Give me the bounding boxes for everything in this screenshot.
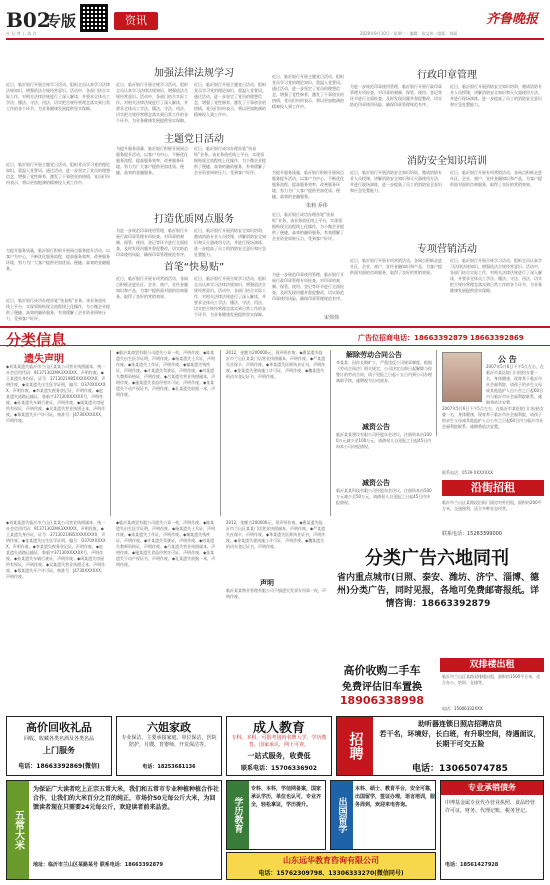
article-body: 近日，临沂银行开展主题党日活动，组织党员学习党的理论知识，重温入党誓词。通过活动，进一步坚定了党员的理想信念，增强了党性修养，激发了干事创业的热情，党员们纷纷表示，将以更加饱满的精神投入到工作中。 (194, 82, 266, 117)
hiring-label: 招聘 (337, 717, 373, 775)
adult-edu-sub: 一站式服务，收费低 (247, 752, 311, 760)
classified-header (0, 326, 550, 349)
classified-hotline: 广告位招商电话：18663392879 18663392869 (358, 334, 524, 342)
section-tag: 资讯 (114, 12, 158, 30)
notice-body: 临沂某某物业管理有限公司不慎遗失发票专用章一枚，声明作废。 (226, 588, 326, 599)
article-body: 近日，临沂银行开展消防安全知识培训，邀请消防专业人员授课，讲解消防安全知识和灭火器使用方法，并进行现场演练，进一步提高了员工的消防安全意识和应急处置能力。 (450, 84, 542, 107)
recycle-body: 回收、收藏各类名酒及各类名品 (23, 736, 94, 742)
article-body: 近日，临沂银行开展消防安全知识培训，邀请消防专业人员授课，讲解消防安全知识和灭火器使用方法，并进行现场演练，进一步提高了员工的消防安全意识和应急处置能力。 (350, 170, 442, 193)
housekeeping-body: 专业保洁、主要承接家庭、单位保洁，医院陪护，月嫂、育婴师、开荒保洁等。 (121, 735, 217, 748)
article-body: 为提升服务质量，临沂银行积极开展网点服务提升活动，以客户为中心，不断优化服务流程，提高服务效率，改善服务环境，努力为广大客户提供更加优质、便捷、高效的金融服务。 (272, 170, 344, 199)
article-body: 近日，临沂银行开展消防安全知识培训，邀请消防专业人员授课，讲解消防安全知识和灭火器使用方法，并进行现场演练，进一步提高了员工的消防安全意识和应急处置能力。 (194, 228, 266, 257)
adult-edu-title: 成人教育 (252, 721, 305, 736)
academic-edu-label: 学历教育 (227, 781, 249, 849)
lost-notice-body: ◆刘某某遗失临沂市兰山区某某公司营业执照副本，统一社会信用代码：91371302MA3XXXXX，声明作废。◆王某遗失身份证，证号：3713021985XXXXXXXX，声明作废。◆张某遗失出生医学证明，编号：O370XXXXXX，声明作废。◆李某遗失税务登记证，声明作废。◆赵某遗失道路运输证，鲁临字37130XXXXXX号，声明作废。◆孙某遗失车辆行驶证，声明作废。◆周某遗失房屋所有权证，声明作废。◆吴某遗失营业执照正本，声明作废。◆郑某遗失开户许可证，核准号：J4730XXXXXX，声明作废。 (6, 364, 106, 423)
rice-ad (6, 780, 222, 880)
notice-contact: 联系电话：0539-XXXXXXX (442, 470, 493, 475)
rice-address: 地址：临沂市兰山区某路某号 联系电话：18663392879 (33, 862, 164, 868)
masthead (0, 0, 550, 40)
school-banner (226, 852, 436, 880)
notice-body: 临沂某某科技有限公司经股东会决议，注册资本由500万元减少至50万元，请债权人自见报之日起45日内申报债权。 (336, 488, 432, 505)
recycle-sub: 上门服务 (43, 746, 75, 755)
hiring-body: 若干名，环境好，长白班，有升职空间，待遇面议，长期干可交五险 (379, 730, 541, 748)
classified-title: 分类信息 (6, 331, 67, 349)
adult-edu-ad (226, 716, 332, 776)
article-title: 首笔“快易贴” (163, 262, 225, 273)
study-abroad-label: 出国留学 (331, 781, 353, 849)
classified-column: ◆刘某某遗失临沂市兰山区某某公司营业执照副本，统一社会信用代码：91371302MA3XXXXX，声明作废。◆王某遗失身份证，证号：3713021985XXXXXXXX，声明作废。◆张某遗失出生医学证明，编号：O370XXXXXX，声明作废。◆李某遗失税务登记证，声明作废。◆赵某遗失道路运输证，鲁临字37130XXXXXX号，声明作废。◆孙某遗失车辆行驶证，声明作废。◆周某遗失房屋所有权证，声明作废。◆吴某遗失营业执照正本，声明作废。◆郑某遗失开户许可证，核准号：J4730XXXXXX，声明作废。 (6, 520, 106, 579)
article-title: 行政印章管理 (417, 70, 477, 81)
hiring-phone: 电话：13065074785 (412, 764, 508, 774)
notice-body: 临沂某某建设有限公司经股东会决议，注册资本由1000万元减少至100万元，请债权人自见报之日起45日内向本公司申报债权。 (336, 432, 432, 449)
twin-building-title: 双排楼出租 (440, 658, 544, 672)
classified-column: ◆临沂某商贸有限公司遗失公章一枚，声明作废。◆陈某遗失出生医学证明，声明作废。◆杨某遗失士兵证，声明作废。◆朱某遗失工作证，声明作废。◆秦某遗失残疾证，声明作废。◆许某遗失驾驶证，声明作废。◆何某遗失教师资格证，声明作废。◆吕某遗失营业执照副本，声明作废。◆施某遗失食品经营许可证，声明作废。◆张某遗失不动产权证书，声明作废。◆孔某遗失收据一本，声明作废。 (116, 350, 216, 397)
classified-column: 2012，金额为200000元，现声明作废。◆曹某遗失临沂市兰山区某某门店营业执照副本，声明作废。◆严某遗失社保卡，声明作废。◆华某遗失医师执业证书，声明作废。◆金某遗失建筑施工许可证，声明作废。◆魏某遗失机动车登记证书，声明作废。 (226, 520, 326, 549)
license-title: 专业承销债务 (441, 781, 543, 795)
article-body: 近日，临沂银行开展专项营销活动，各网点积极走进社区、企业、商户，宣传金融知识和产品，为客户提供面对面的咨询服务，取得了良好的营销效果。 (450, 170, 542, 187)
article-body: 近日，临沂银行成功办理首笔“快易贴”业务。该业务依托线上平台，实现票据贴现全流程线上化操作，为小微企业提供了便捷、高效的融资服务，有效缓解了企业资金周转压力，受到客户好评。 (194, 146, 266, 175)
study-abroad-ad (330, 780, 436, 850)
six-city-ad (330, 542, 544, 652)
used-car-sub: 免费评估旧车置换 (342, 682, 422, 693)
used-car-phone: 18906338998 (339, 694, 425, 707)
six-city-ad-title: 分类广告六地同刊 (365, 548, 509, 569)
license-ad (440, 780, 544, 880)
article-body: 为进一步规范印章使用管理，临沂银行开展行政印章管理专项检查，对印章的刻制、保管、使用、登记等环节进行全面检查，及时发现问题并督促整改，切实防范印章使用风险，确保印章管理规范有序。 (350, 84, 442, 107)
article-body: 为提升服务质量，临沂银行积极开展网点服务提升活动，以客户为中心，不断优化服务流程，提高服务效率，改善服务环境，努力为广大客户提供更加优质、便捷、高效的金融服务。 (116, 146, 188, 175)
qr-code-icon (80, 4, 108, 32)
recruit-body: 临沂市兰山区某路段沿街门面房对外招租，面积约200平方米，交通便利，适合多种业态经营。 (442, 500, 542, 511)
classified-column: ◆临沂某商贸有限公司遗失公章一枚，声明作废。◆陈某遗失出生医学证明，声明作废。◆杨某遗失士兵证，声明作废。◆朱某遗失工作证，声明作废。◆秦某遗失残疾证，声明作废。◆许某遗失驾驶证，声明作废。◆何某遗失教师资格证，声明作废。◆吕某遗失营业执照副本，声明作废。◆施某遗失食品经营许可证，声明作废。◆张某遗失不动产权证书，声明作废。◆孔某遗失收据一本，声明作废。 (116, 520, 216, 567)
housekeeping-phone: 电话：18253681136 (142, 764, 196, 770)
used-car-title: 高价收购二手车 (343, 664, 421, 677)
academic-edu-ad (226, 780, 326, 850)
used-car-ad (330, 660, 434, 716)
article-body: 为提升服务质量，临沂银行积极开展网点服务提升活动，以客户为中心，不断优化服务流程，提高服务效率，改善服务环境，努力为广大客户提供更加优质、便捷、高效的金融服务。 (6, 248, 110, 271)
recruit-phone: 联系电话：15263399000 (442, 531, 502, 537)
article-author: 朱莉 乔伟 (306, 203, 328, 209)
rice-label: 五常大米 (7, 781, 29, 879)
article-title: 加强法律法规学习 (154, 68, 234, 79)
article-title: 主题党日活动 (164, 134, 224, 145)
six-city-ad-body: 省内重点城市(日照、泰安、潍坊、济宁、淄博、德州)分类广告，同时见报，各地可免费邮寄报纸。详情咨询：18663392879 (336, 573, 540, 609)
paper-logo: 齐鲁晚报 (486, 12, 539, 27)
article-body: 为进一步规范印章使用管理，临沂银行开展行政印章管理专项检查，对印章的刻制、保管、使用、登记等环节进行全面检查，及时发现问题并督促整改，切实防范印章使用风险，确保印章管理规范有序。 (116, 228, 188, 257)
recycle-title: 高价回收礼品 (26, 721, 92, 734)
foundling-photo (442, 352, 482, 402)
school-title: 山东远华教育咨询有限公司 (283, 856, 379, 865)
twin-building-ad (440, 658, 544, 716)
study-abroad-body: 本科、硕士、教育平台，安全可靠，出国留学，签证办理，语言培训，服务周到，欢迎来电咨询。 (355, 786, 436, 808)
license-phone: 电话：18561427928 (445, 862, 499, 868)
section-label: 专版 (46, 12, 77, 30)
article-body: 近日，临沂银行开展合规学习活动，组织全员认真学习法律法规知识，增强依法合规经营意识。活动中，各部门结合实际工作，对相关法律法规进行了深入解读，并要求全体员工学法、懂法、守法、用法，切实把合规经营理念落实到日常工作的各个环节，为业务健康发展提供坚实保障。 (6, 82, 110, 111)
lost-notice-title: 遗失声明 (24, 354, 64, 365)
article-body: 近日，临沂银行开展专项营销活动，各网点积极走进社区、企业、商户，宣传金融知识和产品，为客户提供面对面的咨询服务，取得了良好的营销效果。 (116, 276, 188, 299)
recruit-title: 沿街招租 (442, 480, 544, 496)
header-rule (6, 38, 544, 40)
article-title: 消防安全知识培训 (407, 156, 487, 167)
recycle-phone: 电话：18663392869(微信) (18, 763, 100, 770)
academic-edu-body: 专科、本科，学信网备案，国家承认学历，单位也认可，专业齐全，轻松拿证，学历提升。 (251, 786, 322, 808)
editor-line: 社 记 者 上 落 吉 (6, 31, 37, 36)
adult-edu-body: 专科、本科，可报考国内名牌大学，学历教育，国家承认，网上可查。 (231, 735, 327, 748)
public-notice-title: 公 告 (498, 355, 517, 364)
twin-building-body: 临沂市兰山区某路双排楼出租，面积约1500平方米，适合办公、培训、仓储等。 (442, 674, 541, 685)
article-body: 近日，临沂银行开展主题党日活动，组织党员学习党的理论知识，重温入党誓词。通过活动，进一步坚定了党员的理想信念，增强了党性修养，激发了干事创业的热情，党员们纷纷表示，将以更加饱满的精神投入到工作中。 (6, 162, 110, 185)
school-phone: 电话：15762309798、13306333270(微信同号) (258, 870, 404, 877)
article-body: 为进一步规范印章使用管理，临沂银行开展行政印章管理专项检查，对印章的刻制、保管、使用、登记等环节进行全面检查，及时发现问题并督促整改，切实防范印章使用风险，确保印章管理规范有序。 (272, 272, 344, 301)
article-body: 近日，临沂银行开展合规学习活动，组织全员认真学习法律法规知识，增强依法合规经营意识。活动中，各部门结合实际工作，对相关法律法规进行了深入解读，并要求全体员工学法、懂法、守法、用法，切实把合规经营理念落实到日常工作的各个环节，为业务健康发展提供坚实保障。 (116, 82, 188, 123)
news-area (6, 44, 544, 324)
hiring-title: 助听器连锁日照店招聘店员 (418, 720, 502, 728)
housekeeping-ad (116, 716, 222, 776)
recycle-ad (6, 716, 112, 776)
article-body: 近日，临沂银行开展合规学习活动，组织全员认真学习法律法规知识，增强依法合规经营意识。活动中，各部门结合实际工作，对相关法律法规进行了深入解读，并要求全体员工学法、懂法、守法、用法，切实把合规经营理念落实到日常工作的各个环节，为业务健康发展提供坚实保障。 (450, 258, 542, 293)
twin-building-phone: 电话：15006332XXX (442, 706, 483, 711)
notice-title: 减资公告 (362, 423, 390, 431)
notice-title: 声明 (260, 579, 274, 587)
article-body: 近日，临沂银行开展合规学习活动，组织全员认真学习法律法规知识，增强依法合规经营意识。活动中，各部门结合实际工作，对相关法律法规进行了深入解读，并要求全体员工学法、懂法、守法、用法，切实把合规经营理念落实到日常工作的各个环节，为业务健康发展提供坚实保障。 (194, 276, 266, 317)
article-body: 近日，临沂银行开展专项营销活动，各网点积极走进社区、企业、商户，宣传金融知识和产品，为客户提供面对面的咨询服务，取得了良好的营销效果。 (350, 258, 442, 275)
notice-body: 李某某：因你长期旷工，严重违反公司规章制度，根据《劳动合同法》相关规定，公司决定自即日起解除与你签订的劳动合同，请于见报之日起十五日内到公司办理离职手续，逾期视为自动放弃。 (336, 360, 432, 383)
rice-body: 为保证广大读者吃上正宗五常大米，我们和五常市专业种植种植合作社合作，让我们的大米百分之百的纯正，市场价50元每公斤大米，为回馈读者现在只需要24元每公斤，欢迎读者前来品尝。 (33, 786, 220, 811)
hiring-ad (336, 716, 544, 776)
notice-title: 减资公告 (362, 479, 390, 487)
notice-title: 解除劳动合同公告 (346, 351, 402, 359)
article-title: 专项营销活动 (417, 244, 477, 255)
license-body: 中博基金属专业代办营业执照、食品经营许可证，财务、代理记账，税务登记。 (445, 800, 536, 814)
public-notice-body: 2007年5月6日下午5点左右，在临沂市某医院门口捡拾女婴一名，身体健康，现寄养于临沂市社会福利院，请孩子的亲生父母或其他监护人自公告之日起60日内与临沂市社会福利院联系，逾期将依法安置。 (486, 364, 544, 404)
page-number: B02 (6, 8, 51, 32)
article-author: 宋伟伟 (324, 315, 340, 321)
adult-edu-phone: 联系电话：15706336902 (241, 765, 317, 772)
classified-column: 2012，金额为200000元，现声明作废。◆曹某遗失临沂市兰山区某某门店营业执照副本，声明作废。◆严某遗失社保卡，声明作废。◆华某遗失医师执业证书，声明作废。◆金某遗失建筑施工许可证，声明作废。◆魏某遗失机动车登记证书，声明作废。 (226, 350, 326, 379)
housekeeping-title: 六姐家政 (147, 721, 191, 734)
article-title: 打造优质网点服务 (154, 214, 234, 225)
article-body: 近日，临沂银行开展主题党日活动，组织党员学习党的理论知识，重温入党誓词。通过活动，进一步坚定了党员的理想信念，增强了党性修养，激发了干事创业的热情，党员们纷纷表示，将以更加饱满的精神投入到工作中。 (272, 74, 344, 109)
issue-info: 2020年9月10日 · 星期二 · 编辑：张文伟 · 组版：刘丽 (360, 31, 458, 36)
article-body: 近日，临沂银行成功办理首笔“快易贴”业务。该业务依托线上平台，实现票据贴现全流程线上化操作，为小微企业提供了便捷、高效的融资服务，有效缓解了企业资金周转压力，受到客户好评。 (6, 298, 110, 321)
article-body: 近日，临沂银行成功办理首笔“快易贴”业务。该业务依托线上平台，实现票据贴现全流程线上化操作，为小微企业提供了便捷、高效的融资服务，有效缓解了企业资金周转压力，受到客户好评。 (272, 212, 344, 241)
public-notice-body: 2007年5月6日下午5点左右，在临沂市某医院门口捡拾女婴一名，身体健康，现寄养于临沂市社会福利院，请孩子的亲生父母或其他监护人自公告之日起60日内与临沂市社会福利院联系，逾期将依法安置。 (442, 406, 544, 429)
